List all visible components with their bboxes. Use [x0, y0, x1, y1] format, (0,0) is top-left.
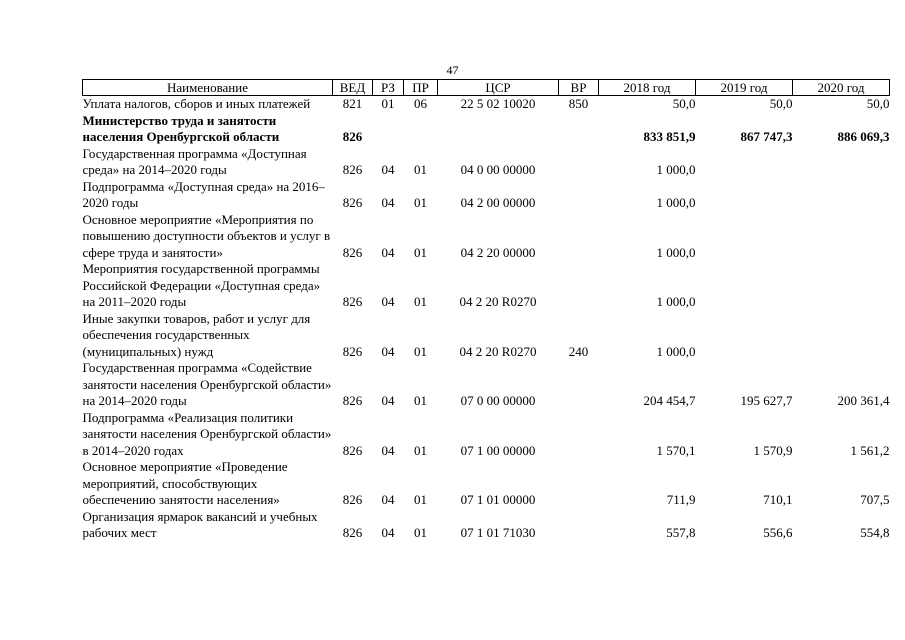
- row-name: Иные закупки товаров, работ и услуг для обеспечения государственных (муниципальных) нужд: [82, 310, 311, 359]
- row-ved: 821: [342, 96, 363, 111]
- row-csr: 07 0 00 00000: [460, 393, 536, 408]
- row-2020: 886 069,3: [837, 129, 890, 144]
- row-2020: [793, 179, 890, 212]
- row-2018: 1 570,1: [656, 442, 696, 458]
- row-vr: [559, 459, 599, 509]
- row-2019: 50,0: [769, 96, 793, 111]
- row-2020: [793, 146, 890, 179]
- row-rz: 04: [381, 442, 395, 458]
- header-vr: ВР: [559, 80, 599, 96]
- row-name: Основное мероприятие «Мероприятия по повышению доступности объектов и услуг в сфере труда и занятости»: [82, 211, 331, 260]
- row-pr: 01: [414, 442, 427, 458]
- row-rz: 04: [381, 294, 395, 309]
- row-pr: 01: [414, 244, 427, 260]
- row-vr: 850: [568, 96, 589, 111]
- row-pr: 01: [414, 393, 427, 408]
- row-name: Организация ярмарок вакансий и учебных рабочих мест: [82, 508, 318, 540]
- row-rz: 04: [381, 162, 395, 177]
- row-2019: 867 747,3: [740, 129, 793, 144]
- row-pr: [404, 113, 438, 146]
- row-pr: 01: [414, 195, 427, 210]
- row-ved: 826: [342, 244, 363, 260]
- row-2020: [793, 261, 890, 311]
- row-csr: 04 2 00 00000: [460, 195, 536, 210]
- row-2018: 1 000,0: [656, 343, 696, 359]
- row-2020: 50,0: [866, 96, 890, 111]
- row-vr: 240: [568, 343, 589, 359]
- row-2018: 1 000,0: [656, 195, 696, 210]
- row-ved: 826: [342, 129, 363, 144]
- row-2019: [696, 179, 793, 212]
- header-rz: РЗ: [373, 80, 404, 96]
- row-2019: [696, 212, 793, 262]
- table-row: [83, 459, 890, 509]
- row-2019: [696, 261, 793, 311]
- row-ved: 826: [342, 525, 363, 540]
- row-vr: [559, 146, 599, 179]
- row-2019: 556,6: [763, 525, 793, 540]
- row-rz: 04: [381, 343, 395, 359]
- row-ved: 826: [342, 343, 363, 359]
- row-pr: 06: [414, 96, 427, 111]
- row-csr: 07 1 01 71030: [460, 525, 536, 540]
- row-2018: 204 454,7: [643, 393, 696, 408]
- row-2018: 833 851,9: [643, 129, 696, 144]
- row-name: Уплата налогов, сборов и иных платежей: [82, 96, 311, 111]
- row-name: Подпрограмма «Доступная среда» на 2016–2020 годы: [82, 178, 325, 210]
- header-2020: 2020 год: [793, 80, 890, 96]
- row-pr: 01: [414, 162, 427, 177]
- header-2018: 2018 год: [599, 80, 696, 96]
- row-vr: [559, 410, 599, 460]
- row-ved: 826: [342, 195, 363, 210]
- row-2018: 50,0: [672, 96, 696, 111]
- table-row: [83, 179, 890, 212]
- row-ved: 826: [342, 393, 363, 408]
- row-2018: 557,8: [666, 525, 696, 540]
- row-ved: 826: [342, 442, 363, 458]
- table-row: [83, 146, 890, 179]
- row-csr: 04 2 20 R0270: [459, 294, 537, 309]
- row-2019: 710,1: [763, 492, 793, 507]
- header-csr: ЦСР: [438, 80, 559, 96]
- row-vr: [559, 113, 599, 146]
- table-row: [83, 261, 890, 311]
- row-vr: [559, 179, 599, 212]
- header-ved: ВЕД: [333, 80, 373, 96]
- row-ved: 826: [342, 492, 363, 507]
- row-2018: 1 000,0: [656, 294, 696, 309]
- table-row: [83, 360, 890, 410]
- row-pr: 01: [414, 525, 427, 540]
- row-2018: 1 000,0: [656, 162, 696, 177]
- table-header-row: [83, 80, 890, 96]
- row-vr: [559, 212, 599, 262]
- row-2020: [793, 212, 890, 262]
- row-2019: 195 627,7: [740, 393, 793, 408]
- row-name: Министерство труда и занятости населения Оренбургской области: [82, 112, 280, 144]
- row-pr: 01: [414, 343, 427, 359]
- row-name: Государственная программа «Содействие занятости населения Оренбургской области» на 2014–2020 годы: [82, 360, 332, 408]
- row-name: Подпрограмма «Реализация политики занятости населения Оренбургской области» в 2014–2020 годах: [82, 409, 332, 458]
- row-2020: [793, 311, 890, 361]
- table-row: [83, 311, 890, 361]
- header-2019: 2019 год: [696, 80, 793, 96]
- row-csr: 07 1 00 00000: [460, 442, 536, 458]
- row-ved: 826: [342, 162, 363, 177]
- row-2019: [696, 311, 793, 361]
- table-row: [83, 410, 890, 460]
- table-row: [83, 212, 890, 262]
- row-rz: 04: [381, 195, 395, 210]
- row-2020: 554,8: [860, 525, 890, 540]
- row-csr: [438, 113, 559, 146]
- row-2020: 707,5: [860, 492, 890, 507]
- table-row: [83, 113, 890, 146]
- table-row: [83, 96, 890, 113]
- row-csr: 04 2 20 R0270: [459, 343, 537, 359]
- row-csr: 04 2 20 00000: [460, 244, 536, 260]
- row-pr: 01: [414, 492, 427, 507]
- budget-table: [82, 79, 890, 542]
- row-rz: [373, 113, 404, 146]
- row-name: Основное мероприятие «Проведение мероприятий, способствующих обеспечению занятости населения»: [82, 459, 288, 507]
- row-pr: 01: [414, 294, 427, 309]
- row-2020: 200 361,4: [837, 393, 890, 408]
- table-row: [83, 509, 890, 542]
- row-2020: 1 561,2: [850, 442, 890, 458]
- page-number: 47: [446, 63, 459, 77]
- row-rz: 04: [381, 525, 395, 540]
- row-ved: 826: [342, 294, 363, 309]
- row-2019: 1 570,9: [753, 442, 793, 458]
- row-vr: [559, 509, 599, 542]
- row-2018: 1 000,0: [656, 244, 696, 260]
- row-name: Мероприятия государственной программы Российской Федерации «Доступная среда» на 2011–2020 годы: [82, 261, 321, 309]
- row-csr: 07 1 01 00000: [460, 492, 536, 507]
- row-csr: 04 0 00 00000: [460, 162, 536, 177]
- row-vr: [559, 360, 599, 410]
- row-csr: 22 5 02 10020: [460, 96, 536, 111]
- row-2018: 711,9: [666, 492, 696, 507]
- row-name: Государственная программа «Доступная среда» на 2014–2020 годы: [82, 145, 307, 177]
- row-rz: 04: [381, 393, 395, 408]
- row-rz: 04: [381, 244, 395, 260]
- row-vr: [559, 261, 599, 311]
- row-2019: [696, 146, 793, 179]
- row-rz: 04: [381, 492, 395, 507]
- row-rz: 01: [381, 96, 395, 111]
- header-name: Наименование: [83, 80, 333, 96]
- header-pr: ПР: [404, 80, 438, 96]
